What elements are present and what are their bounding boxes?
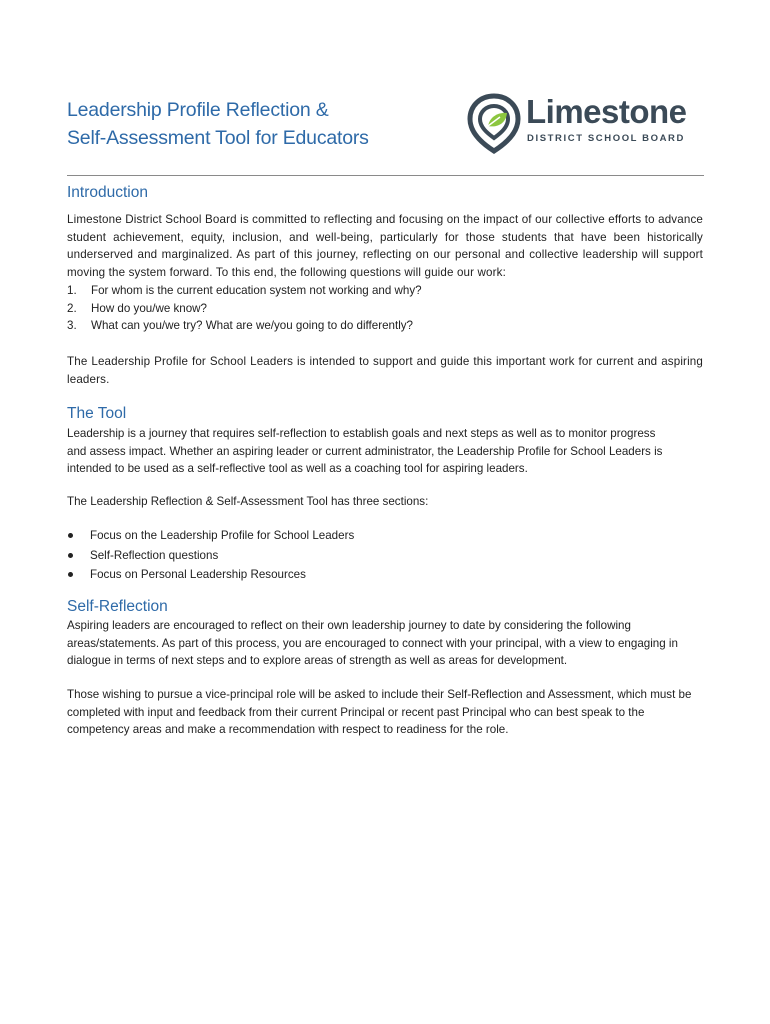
list-item bbox=[67, 300, 687, 318]
list-text: How do you/we know? bbox=[91, 301, 207, 315]
title-line-1: Leadership Profile Reflection & bbox=[67, 99, 329, 121]
tool-sections-list bbox=[67, 526, 687, 585]
self-reflection-paragraph-2: Those wishing to pursue a vice-principal role will be asked to include their Self-Reflection and Assessment, which must be completed with input and feedback from their current Principal or recent past Principal who can best speak to the competency areas and make a recommendation with respect to readiness for the role. bbox=[67, 688, 692, 737]
introduction-paragraph: Limestone District School Board is committed to reflecting and focusing on the impact of our collective efforts to advance student achievement, equity, inclusion, and well-being, particularly for those students that have been historically underserved and marginalized. As part of this journey, reflecting on our personal and collective leadership will support moving the system forward. To this end, the following questions will guide our work: bbox=[67, 213, 703, 279]
list-item bbox=[67, 282, 687, 300]
bullet-icon bbox=[68, 572, 73, 577]
list-item bbox=[67, 546, 687, 566]
page-title bbox=[67, 96, 447, 152]
location-pin-leaf-icon bbox=[466, 92, 522, 154]
school-board-logo bbox=[466, 92, 696, 156]
list-text: For whom is the current education system not working and why? bbox=[91, 284, 422, 297]
tool-paragraph: Leadership is a journey that requires self-reflection to establish goals and next steps as well as to monitor progress and assess impact. Whether an aspiring leader or current administrator, the Leadership Profile for School Leaders is intended to be used as a self-reflective tool as well as a coaching tool for aspiring leaders. bbox=[67, 427, 663, 476]
list-item bbox=[67, 526, 687, 546]
header-divider bbox=[67, 175, 704, 176]
list-text: Focus on the Leadership Profile for School Leaders bbox=[90, 529, 355, 542]
self-reflection-heading: Self-Reflection bbox=[67, 598, 168, 615]
list-number: 3. bbox=[67, 319, 77, 333]
list-text: Focus on Personal Leadership Resources bbox=[90, 568, 306, 582]
bullet-icon bbox=[68, 533, 73, 538]
list-item bbox=[67, 565, 687, 585]
list-item bbox=[67, 317, 687, 335]
logo-subtitle: DISTRICT SCHOOL BOARD bbox=[527, 133, 685, 144]
list-number: 1. bbox=[67, 284, 77, 297]
list-text: What can you/we try? What are we/you going to do differently? bbox=[91, 319, 414, 333]
list-number: 2. bbox=[67, 301, 77, 315]
title-line-2: Self-Assessment Tool for Educators bbox=[67, 127, 369, 149]
guiding-questions-list bbox=[67, 282, 687, 335]
bullet-icon bbox=[68, 553, 73, 558]
introduction-closing: The Leadership Profile for School Leaders is intended to support and guide this important work for current and aspiring leaders. bbox=[67, 355, 703, 386]
self-reflection-paragraph-1: Aspiring leaders are encouraged to reflect on their own leadership journey to date by considering the following areas/statements. As part of this process, you are encouraged to connect with your principal, with a view to engaging in dialogue in terms of next steps and to explore areas of strength as well as areas for development. bbox=[67, 619, 678, 668]
tool-heading: The Tool bbox=[67, 405, 127, 422]
list-text: Self-Reflection questions bbox=[90, 548, 219, 562]
introduction-heading: Introduction bbox=[67, 184, 148, 201]
logo-name: Limestone bbox=[526, 93, 687, 130]
tool-sections-intro: The Leadership Reflection & Self-Assessment Tool has three sections: bbox=[67, 495, 429, 508]
